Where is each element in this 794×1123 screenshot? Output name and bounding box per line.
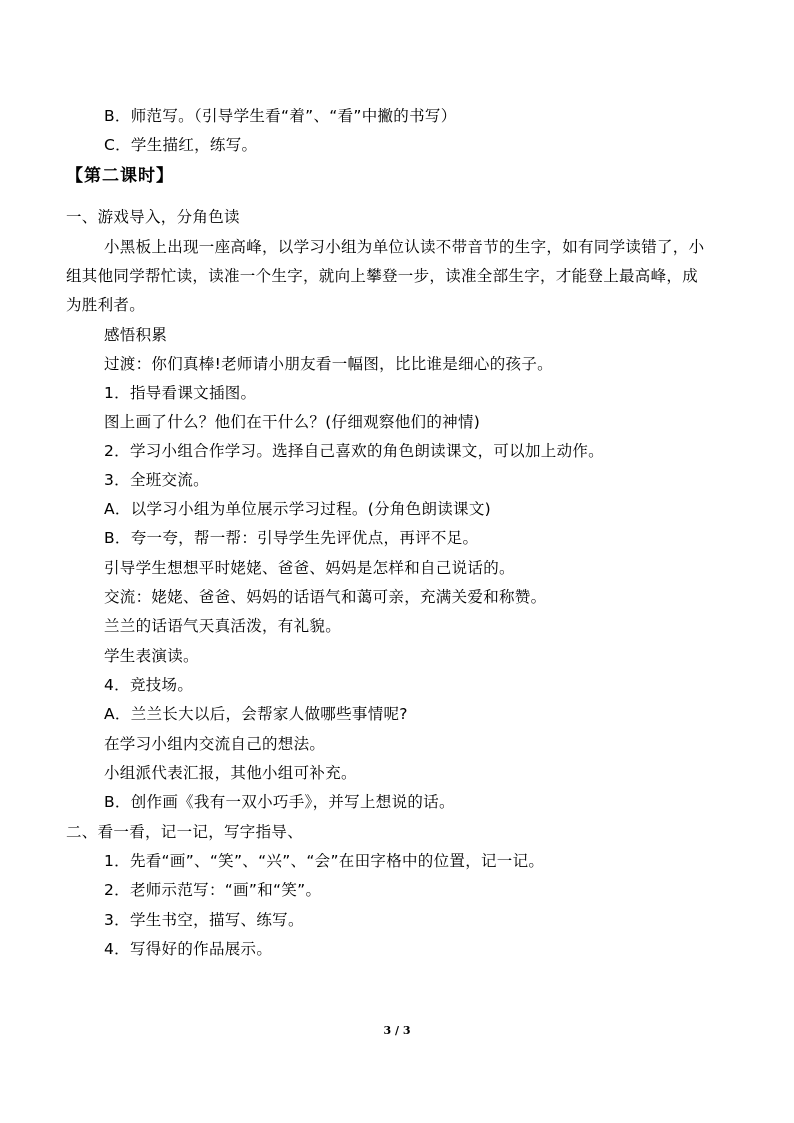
text-line: 2．老师示范写：“画”和“笑”。 <box>104 881 322 899</box>
text-line: 引导学生想想平时姥姥、爸爸、妈妈是怎样和自己说话的。 <box>104 559 515 577</box>
text-line: 1．先看“画”、“笑”、“兴”、“会”在田字格中的位置，记一记。 <box>104 852 545 870</box>
text-line: 小组派代表汇报，其他小组可补充。 <box>104 764 357 782</box>
section-title: 一、游戏导入，分角色读 <box>66 208 240 226</box>
text-line: 在学习小组内交流自己的想法。 <box>104 735 326 753</box>
text-line: 组其他同学帮忙读，读准一个生字，就向上攀登一步，读准全部生字，才能登上最高峰，成 <box>66 267 699 285</box>
text-line: A．兰兰长大以后，会帮家人做哪些事情呢? <box>104 705 408 723</box>
section-title: 二、看一看，记一记，写字指导、 <box>66 823 304 841</box>
text-line: 感悟积累 <box>104 326 168 344</box>
text-line: 4．写得好的作品展示。 <box>104 940 273 958</box>
text-line: 4．竞技场。 <box>104 676 194 694</box>
text-line: 3．全班交流。 <box>104 471 209 489</box>
section-heading: 【第二课时】 <box>66 166 174 186</box>
text-line: 1．指导看课文插图。 <box>104 384 257 402</box>
text-line: 学生表演读。 <box>104 647 199 665</box>
page-number: 3 / 3 <box>383 1024 411 1037</box>
text-line: A．以学习小组为单位展示学习过程。(分角色朗读课文) <box>104 500 491 518</box>
text-line: B．夸一夸，帮一帮：引导学生先评优点，再评不足。 <box>104 529 479 547</box>
text-line: 图上画了什么？他们在干什么？(仔细观察他们的神情) <box>104 413 481 431</box>
text-line: 为胜利者。 <box>66 296 146 314</box>
text-line: 过渡：你们真棒!老师请小朋友看一幅图，比比谁是细心的孩子。 <box>104 355 553 373</box>
text-line: 小黑板上出现一座高峰，以学习小组为单位认读不带音节的生字，如有同学读错了，小 <box>104 238 705 256</box>
text-line: 兰兰的话语气天真活泼，有礼貌。 <box>104 617 342 635</box>
text-line: B．师范写。（引导学生看“着”、“看”中撇的书写） <box>104 107 457 125</box>
text-line: C．学生描红，练写。 <box>104 136 258 154</box>
text-line: 2．学习小组合作学习。选择自己喜欢的角色朗读课文，可以加上动作。 <box>104 442 604 460</box>
text-line: 交流：姥姥、爸爸、妈妈的话语气和蔼可亲，充满关爱和称赞。 <box>104 588 547 606</box>
text-line: 3．学生书空，描写、练写。 <box>104 911 304 929</box>
text-line: B．创作画《我有一双小巧手》，并写上想说的话。 <box>104 793 455 811</box>
